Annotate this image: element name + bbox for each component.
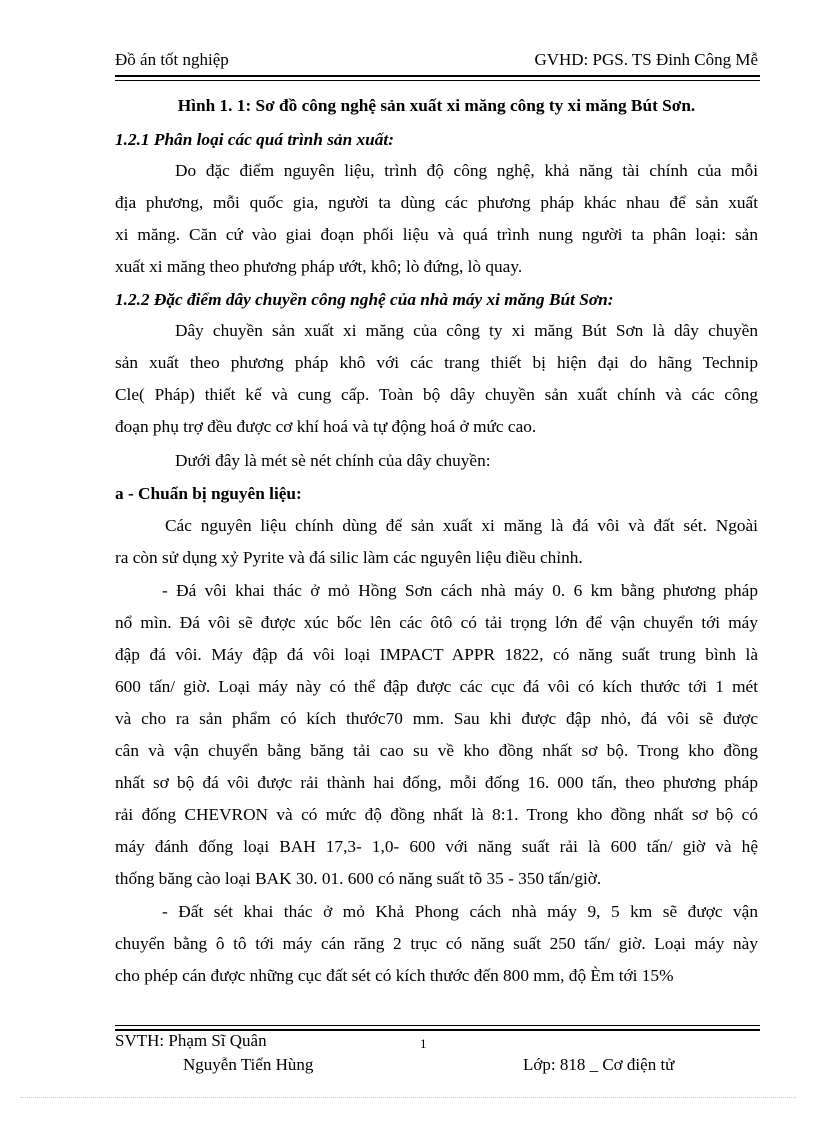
footer-class: Lớp: 818 _ Cơ điện tử xyxy=(523,1055,675,1074)
paragraph-line: cho phép cán được những cục đất sét có kích thước đến 800 mm, độ Èm tới 15% xyxy=(115,966,674,985)
paragraph-line: Do đặc điểm nguyên liệu, trình độ công nghệ, khả năng tài chính của mỗi xyxy=(175,161,758,180)
paragraph-line: máy đánh đống loại BAH 17,3- 1,0- 600 với năng suất rải là 600 tấn/ giờ và hệ xyxy=(115,837,758,856)
paragraph-line: xi măng. Căn cứ vào giai đoạn phối liệu và quá trình nung người ta phân loại: sản xyxy=(115,225,758,244)
page-bottom-border xyxy=(20,1097,796,1098)
paragraph-line: - Đất sét khai thác ở mỏ Khả Phong cách nhà máy 9, 5 km sẽ được vận xyxy=(162,902,758,921)
paragraph-line: 600 tấn/ giờ. Loại máy này có thể đập được các cục đá vôi có kích thước tới 1 mét xyxy=(115,677,758,696)
paragraph-line: đoạn phụ trợ đều được cơ khí hoá và tự động hoá ở mức cao. xyxy=(115,417,537,436)
paragraph-line: cân và vận chuyển bằng băng tải cao su về kho đồng nhất sơ bộ. Trong kho đồng xyxy=(115,741,758,760)
paragraph-line: địa phương, mỗi quốc gia, người ta dùng các phương pháp khác nhau để sản xuất xyxy=(115,193,758,212)
subsection-heading-a: a - Chuẩn bị nguyên liệu: xyxy=(115,484,302,503)
paragraph-line: Dưới đây là mét sè nét chính của dây chuyền: xyxy=(175,451,491,470)
paragraph-line: nhất sơ bộ đá vôi được rải thành hai đống, mỗi đống 16. 000 tấn, theo phương pháp xyxy=(115,773,758,792)
paragraph-line: đập đá vôi. Máy đập đá vôi loại IMPACT APPR 1822, có năng suất trung bình là xyxy=(115,645,758,664)
footer-student-2: Nguyễn Tiến Hùng xyxy=(183,1055,314,1074)
paragraph-line: ra còn sử dụng xỷ Pyrite và đá silic làm các nguyên liệu điều chỉnh. xyxy=(115,548,583,567)
paragraph-line: sản xuất theo phương pháp khô với các trang thiết bị hiện đại do hãng Technip xyxy=(115,353,758,372)
footer-student-1: SVTH: Phạm Sĩ Quân xyxy=(115,1031,267,1050)
paragraph-line: Các nguyên liệu chính dùng để sản xuất xi măng là đá vôi và đất sét. Ngoài xyxy=(165,516,758,535)
page-number: 1 xyxy=(420,1036,427,1051)
header-rule-thin xyxy=(115,80,760,81)
paragraph-line: - Đá vôi khai thác ở mỏ Hồng Sơn cách nhà máy 0. 6 km bằng phương pháp xyxy=(162,581,758,600)
figure-caption: Hình 1. 1: Sơ đồ công nghệ sản xuất xi măng công ty xi măng Bút Sơn. xyxy=(177,96,696,115)
header-title: Đồ án tốt nghiệp xyxy=(115,50,229,69)
section-heading-1-2-2: 1.2.2 Đặc điểm dây chuyền công nghệ của nhà máy xi măng Bút Sơn: xyxy=(115,290,614,309)
header-advisor: GVHD: PGS. TS Đinh Công Mễ xyxy=(534,50,758,69)
page-header xyxy=(115,50,758,74)
paragraph-line: xuất xi măng theo phương pháp ướt, khô; lò đứng, lò quay. xyxy=(115,257,523,276)
header-rule-thick xyxy=(115,75,760,77)
footer-rule-thin xyxy=(115,1025,760,1026)
paragraph-line: rải đống CHEVRON và có mức độ đồng nhất là 8:1. Trong kho đồng nhất sơ bộ có xyxy=(115,805,758,824)
paragraph-line: Cle( Pháp) thiết kế và cung cấp. Toàn bộ dây chuyền sản xuất chính và các công xyxy=(115,385,758,404)
paragraph-line: và cho ra sản phẩm có kích thước70 mm. Sau khi được đập nhỏ, đá vôi sẽ được xyxy=(115,709,758,728)
paragraph-line: thống băng cào loại BAK 30. 01. 600 có năng suất tõ 35 - 350 tấn/giờ. xyxy=(115,869,602,888)
section-heading-1-2-1: 1.2.1 Phân loại các quá trình sản xuất: xyxy=(115,130,394,149)
paragraph-line: nổ mìn. Đá vôi sẽ được xúc bốc lên các ôtô có tải trọng lớn để vận chuyển tới máy xyxy=(115,613,758,632)
paragraph-line: Dây chuyền sản xuất xi măng của công ty xi măng Bút Sơn là dây chuyền xyxy=(175,321,758,340)
paragraph-line: chuyển bằng ô tô tới máy cán răng 2 trục có năng suất 250 tấn/ giờ. Loại máy này xyxy=(115,934,758,953)
